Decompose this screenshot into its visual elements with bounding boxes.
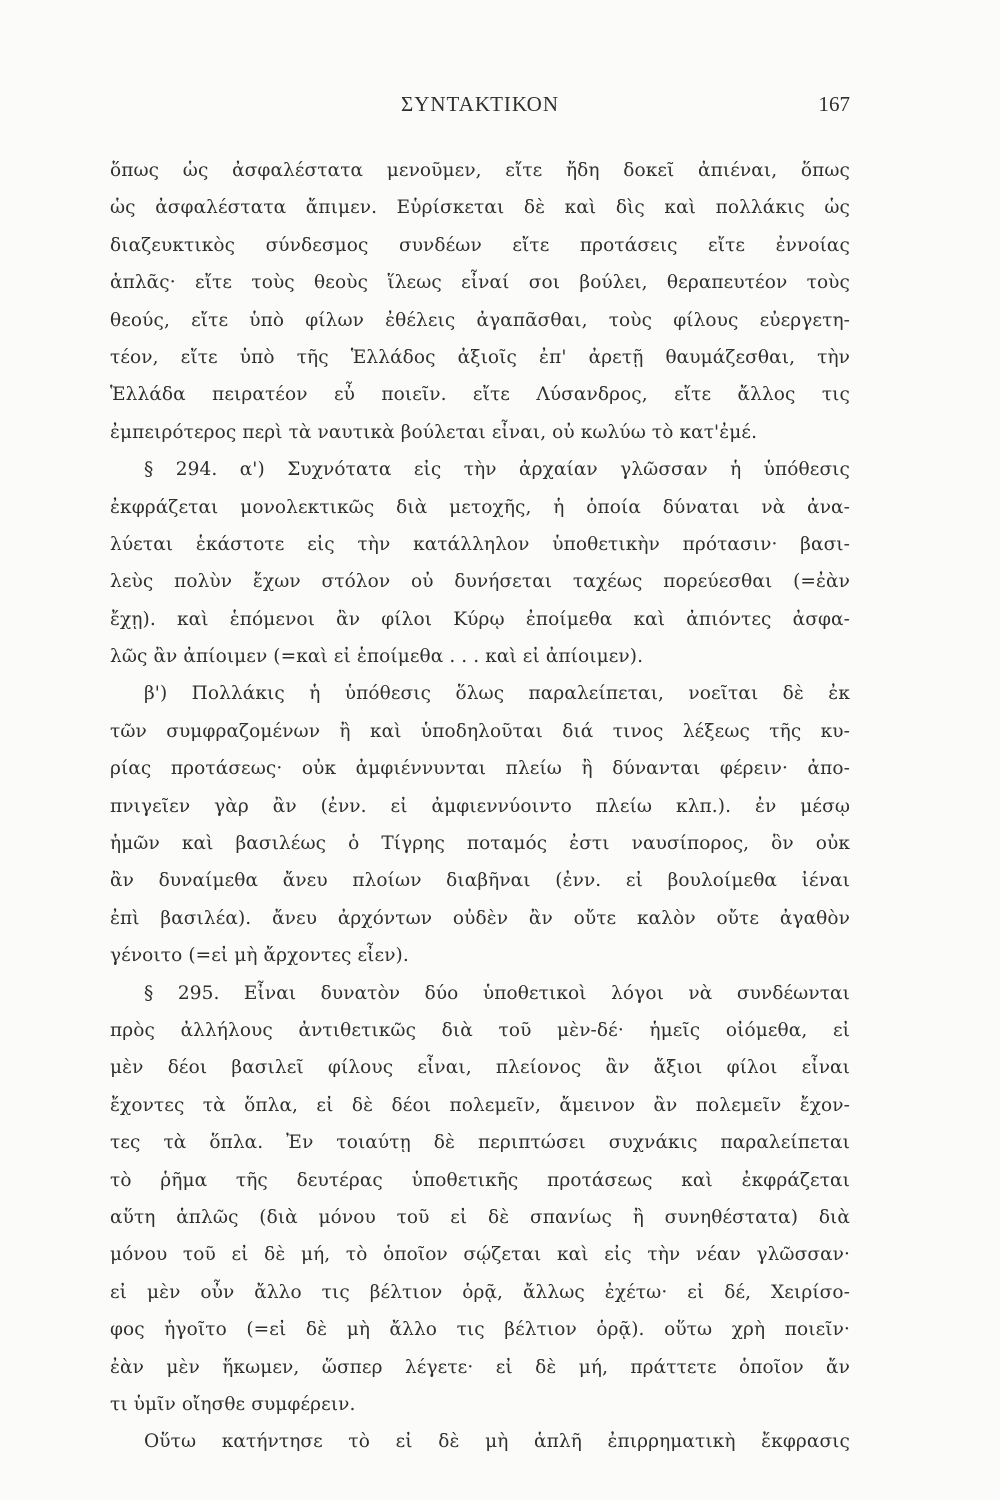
text-line: ρίας προτάσεως· οὐκ ἀμφιέννυνται πλείω ἢ δύνανται φέρειν· ἀπο- bbox=[110, 758, 850, 780]
text-line: φος ἡγοῖτο (=εἰ δὲ μὴ ἄλλο τις βέλτιον ὁρᾷ). οὕτω χρὴ ποιεῖν· bbox=[110, 1319, 850, 1341]
text-line: ἐκφράζεται μονολεκτικῶς διὰ μετοχῆς, ἡ ὁποία δύναται νὰ ἀνα- bbox=[110, 496, 850, 518]
text-line: Οὕτω κατήντησε τὸ εἰ δὲ μὴ ἁπλῆ ἐπιρρηματικὴ ἔκφρασις bbox=[144, 1431, 850, 1453]
text-line: τι ὑμῖν οἴησθε συμφέρειν. bbox=[110, 1393, 356, 1415]
text-line: εἰ μὲν οὖν ἄλλο τις βέλτιον ὁρᾷ, ἄλλως ἐχέτω· εἰ δέ, Χειρίσο- bbox=[110, 1281, 850, 1303]
text-line: πρὸς ἀλλήλους ἀντιθετικῶς διὰ τοῦ μὲν-δέ· ἡμεῖς οἰόμεθα, εἰ bbox=[110, 1019, 850, 1041]
text-line: διαζευκτικὸς σύνδεσμος συνδέων εἴτε προτάσεις εἴτε ἐννοίας bbox=[110, 234, 850, 256]
text-line: τῶν συμφραζομένων ἢ καὶ ὑποδηλοῦται διά τινος λέξεως τῆς κυ- bbox=[110, 720, 850, 742]
text-line: λῶς ἂν ἀπίοιμεν (=καὶ εἰ ἑποίμεθα . . . καὶ εἰ ἀπίοιμεν). bbox=[110, 646, 644, 668]
text-line: ἡμῶν καὶ βασιλέως ὁ Τίγρης ποταμός ἐστι ναυσίπορος, ὃν οὐκ bbox=[110, 833, 850, 855]
text-line: ἐμπειρότερος περὶ τὰ ναυτικὰ βούλεται εἶναι, οὐ κωλύω τὸ κατ'ἐμέ. bbox=[110, 421, 758, 443]
text-line: ἁπλᾶς· εἴτε τοὺς θεοὺς ἵλεως εἶναί σοι βούλει, θεραπευτέον τοὺς bbox=[110, 272, 850, 294]
text-line: ἔχοντες τὰ ὅπλα, εἰ δὲ δέοι πολεμεῖν, ἄμεινον ἂν πολεμεῖν ἔχον- bbox=[110, 1094, 850, 1116]
text-line: μόνου τοῦ εἰ δὲ μή, τὸ ὁποῖον σῴζεται καὶ εἰς τὴν νέαν γλῶσσαν· bbox=[110, 1244, 850, 1266]
text-line: πνιγεῖεν γὰρ ἂν (ἐνν. εἰ ἀμφιεννύοιντο πλείω κλπ.). ἐν μέσῳ bbox=[110, 795, 850, 817]
text-line: τέον, εἴτε ὑπὸ τῆς Ἑλλάδος ἀξιοῖς ἐπ' ἀρετῇ θαυμάζεσθαι, τὴν bbox=[110, 346, 850, 368]
text-line: § 295. Εἶναι δυνατὸν δύο ὑποθετικοὶ λόγοι νὰ συνδέωνται bbox=[144, 982, 850, 1004]
text-line: β') Πολλάκις ἡ ὑπόθεσις ὅλως παραλείπεται, νοεῖται δὲ ἐκ bbox=[144, 683, 850, 705]
text-line: ἂν δυναίμεθα ἄνευ πλοίων διαβῆναι (ἐνν. εἰ βουλοίμεθα ἰέναι bbox=[110, 870, 850, 892]
running-title: ΣΥΝΤΑΚΤΙΚΟΝ bbox=[401, 92, 559, 116]
text-line: γένοιτο (=εἰ μὴ ἄρχοντες εἶεν). bbox=[110, 945, 409, 967]
text-line: τὸ ῥῆμα τῆς δευτέρας ὑποθετικῆς προτάσεως καὶ ἐκφράζεται bbox=[110, 1169, 850, 1191]
page-number: 167 bbox=[818, 92, 850, 116]
text-line: ἐπὶ βασιλέα). ἄνευ ἀρχόντων οὐδὲν ἂν οὔτε καλὸν οὔτε ἀγαθὸν bbox=[110, 907, 850, 929]
text-line: ἐὰν μὲν ἥκωμεν, ὥσπερ λέγετε· εἰ δὲ μή, πράττετε ὁποῖον ἄν bbox=[110, 1356, 850, 1378]
text-line: Ἑλλάδα πειρατέον εὖ ποιεῖν. εἴτε Λύσανδρος, εἴτε ἄλλος τις bbox=[110, 384, 850, 406]
text-line: λύεται ἑκάστοτε εἰς τὴν κατάλληλον ὑποθετικὴν πρότασιν· βασι- bbox=[110, 533, 850, 555]
text-line: ὅπως ὡς ἀσφαλέστατα μενοῦμεν, εἴτε ἤδη δοκεῖ ἀπιέναι, ὅπως bbox=[110, 160, 850, 181]
page-header bbox=[110, 92, 850, 126]
text-line: § 294. α') Συχνότατα εἰς τὴν ἀρχαίαν γλῶσσαν ἡ ὑπόθεσις bbox=[144, 459, 850, 481]
body-text bbox=[110, 152, 850, 1461]
text-line: τες τὰ ὅπλα. Ἐν τοιαύτῃ δὲ περιπτώσει συχνάκις παραλείπεται bbox=[110, 1132, 850, 1154]
text-line: λεὺς πολὺν ἔχων στόλον οὐ δυνήσεται ταχέως πορεύεσθαι (=ἐὰν bbox=[110, 571, 850, 593]
text-line: ὡς ἀσφαλέστατα ἄπιμεν. Εὑρίσκεται δὲ καὶ δὶς καὶ πολλάκις ὡς bbox=[110, 197, 850, 219]
text-line: θεούς, εἴτε ὑπὸ φίλων ἐθέλεις ἀγαπᾶσθαι, τοὺς φίλους εὐεργετη- bbox=[110, 309, 850, 331]
text-line: ἔχῃ). καὶ ἑπόμενοι ἂν φίλοι Κύρῳ ἐποίμεθα καὶ ἀπιόντες ἀσφα- bbox=[110, 608, 850, 630]
text-line: αὕτη ἁπλῶς (διὰ μόνου τοῦ εἰ δὲ σπανίως ἢ συνηθέστατα) διὰ bbox=[110, 1206, 850, 1228]
text-line: μὲν δέοι βασιλεῖ φίλους εἶναι, πλείονος ἂν ἄξιοι φίλοι εἶναι bbox=[110, 1057, 850, 1079]
